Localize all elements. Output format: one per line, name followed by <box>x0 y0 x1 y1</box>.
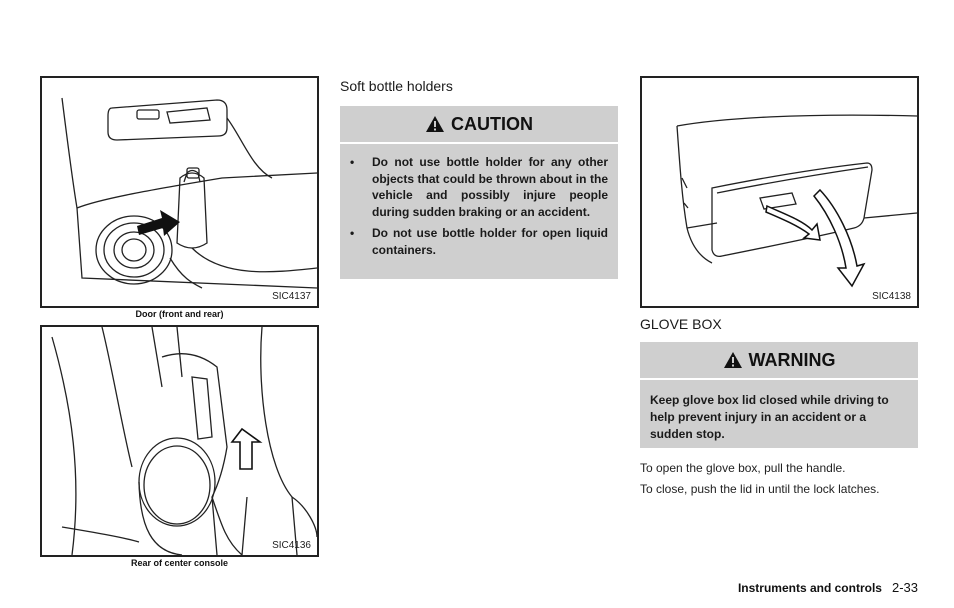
warning-triangle-icon <box>425 115 445 133</box>
glove-box-open-instruction: To open the glove box, pull the handle. <box>640 461 846 475</box>
section-heading-soft-bottle-holders: Soft bottle holders <box>340 78 453 94</box>
figure-code: SIC4136 <box>272 540 311 551</box>
page-number: 2-33 <box>891 580 918 595</box>
figure-glove-box <box>640 76 919 308</box>
door-bottle-holder-illustration <box>42 78 317 306</box>
caution-title-text: CAUTION <box>451 113 533 134</box>
console-bottle-holder-illustration <box>42 327 317 555</box>
figure-code: SIC4137 <box>272 291 311 302</box>
warning-text: Keep glove box lid closed while driving to help prevent injury in an accident or a sudden stop. <box>650 393 889 441</box>
figure-caption: Rear of center console <box>130 558 229 568</box>
figure-door-bottle-holder <box>40 76 319 308</box>
warning-box <box>640 342 918 448</box>
warning-title-text: WARNING <box>748 349 836 370</box>
caution-item: • Do not use bottle holder for open liquid containers. <box>372 225 608 258</box>
caution-title <box>340 106 618 144</box>
caution-item: • Do not use bottle holder for any other objects that could be thrown about in the vehicle and possibly injure people during sudden braking or an accident. <box>372 154 608 220</box>
figure-code: SIC4138 <box>872 291 911 302</box>
warning-triangle-icon <box>723 351 743 369</box>
glove-box-close-instruction: To close, push the lid in until the lock latches. <box>640 482 880 496</box>
figure-console-bottle-holder <box>40 325 319 557</box>
footer-section-title: Instruments and controls <box>737 581 882 595</box>
glove-box-illustration <box>642 78 917 306</box>
section-heading-glove-box: GLOVE BOX <box>640 316 722 332</box>
warning-title <box>640 342 918 380</box>
page-footer <box>738 580 918 595</box>
caution-box <box>340 106 618 279</box>
caution-list <box>340 144 618 269</box>
figure-caption: Door (front and rear) <box>135 309 224 319</box>
